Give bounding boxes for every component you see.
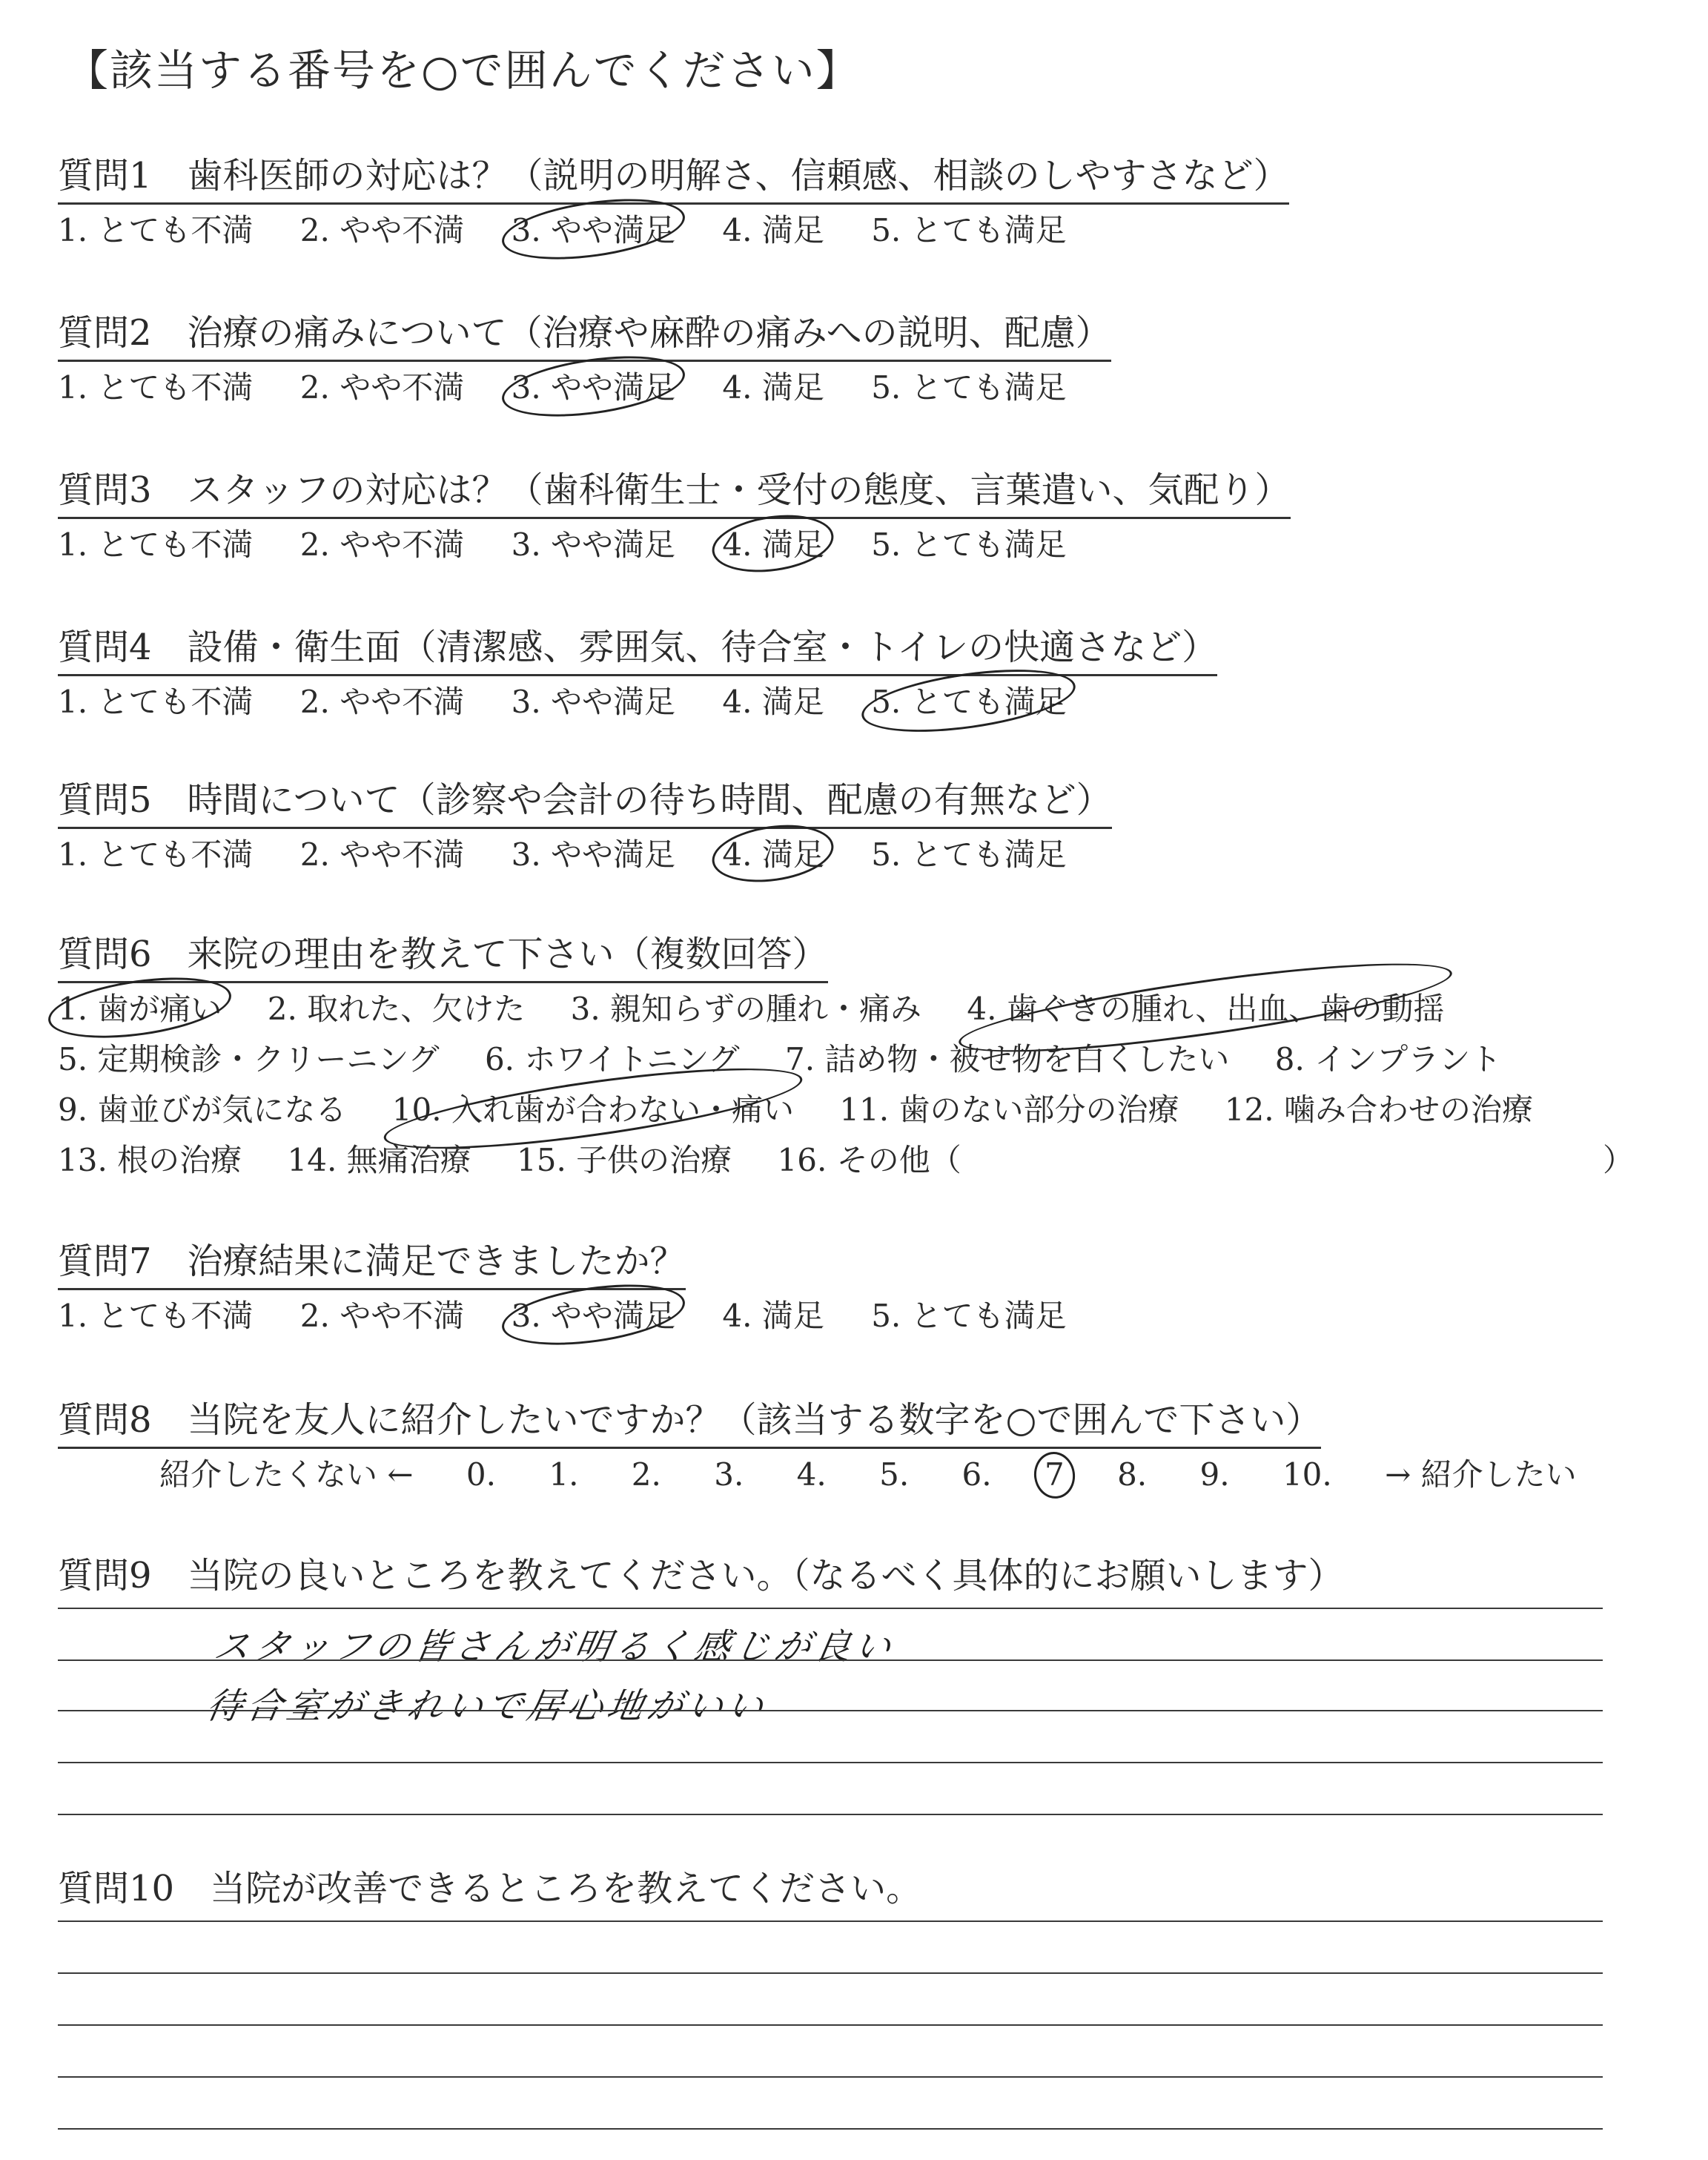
q6-reason-6[interactable]: 6. ホワイトニング <box>484 1041 740 1077</box>
q5-options <box>58 830 1067 875</box>
q6-reason-3[interactable]: 3. 親知らずの腫れ・痛み <box>570 991 922 1027</box>
q7-option-5[interactable]: 5. とても満足 <box>871 1298 1067 1334</box>
q1-options <box>58 206 1067 251</box>
q8-scale-9[interactable]: 9. <box>1199 1456 1230 1493</box>
q6-reason-9[interactable]: 9. 歯並びが気になる <box>58 1091 347 1128</box>
q8-heading: 質問8 当院を友人に紹介したいですか？（該当する数字を○で囲んで下さい） <box>58 1391 1321 1449</box>
q4-option-5-selected[interactable]: 5. とても満足 <box>871 678 1066 722</box>
q3-option-5[interactable]: 5. とても満足 <box>871 526 1067 563</box>
q8-scale-7-selected[interactable]: 7 <box>1044 1456 1065 1493</box>
q2-options <box>58 363 1067 408</box>
q6-row-1 <box>58 985 1444 1029</box>
q4-option-4[interactable]: 4. 満足 <box>722 684 824 720</box>
q2-option-3-selected[interactable]: 3. やや満足 <box>512 363 675 408</box>
q7-option-3-selected[interactable]: 3. やや満足 <box>512 1292 675 1336</box>
q6-reason-5[interactable]: 5. 定期検診・クリーニング <box>58 1041 440 1077</box>
q9-handwritten-answer-line-1: スタッフの皆さんが明るく感じが良い <box>211 1626 899 1668</box>
q6-reason-16[interactable]: 16. その他（ <box>777 1142 961 1178</box>
q6-heading: 質問6 来院の理由を教えて下さい（複数回答） <box>58 925 828 983</box>
q3-option-2[interactable]: 2. やや不満 <box>299 526 465 563</box>
q8-right-label: → 紹介したい <box>1385 1456 1577 1493</box>
q4-option-3[interactable]: 3. やや満足 <box>511 684 676 720</box>
q7-option-1[interactable]: 1. とても不満 <box>58 1298 254 1334</box>
q8-left-label: 紹介したくない ← <box>159 1456 414 1493</box>
q8-scale-10[interactable]: 10. <box>1282 1456 1332 1493</box>
q5-heading: 質問5 時間について（診察や会計の待ち時間、配慮の有無など） <box>58 771 1112 829</box>
q4-option-2[interactable]: 2. やや不満 <box>299 684 465 720</box>
q6-reason-8[interactable]: 8. インプラント <box>1274 1041 1502 1077</box>
q6-reason-10-selected[interactable]: 10. 入れ歯が合わない・痛い <box>392 1086 794 1130</box>
q9-answer-rule <box>58 1814 1603 1815</box>
q6-reason-14[interactable]: 14. 無痛治療 <box>287 1142 471 1178</box>
q1-option-2[interactable]: 2. やや不満 <box>299 212 465 248</box>
q10-answer-rule <box>58 2128 1603 2130</box>
q2-option-5[interactable]: 5. とても満足 <box>871 369 1067 406</box>
q6-row-3 <box>58 1086 1533 1130</box>
q8-scale-0[interactable]: 0. <box>466 1456 496 1493</box>
q5-option-3[interactable]: 3. やや満足 <box>511 836 676 873</box>
q9-answer-rule <box>58 1710 1603 1711</box>
q9-answer-rule <box>58 1762 1603 1763</box>
q7-heading: 質問7 治療結果に満足できましたか？ <box>58 1232 686 1290</box>
q9-answer-rule <box>58 1659 1603 1661</box>
q6-reason-1-selected[interactable]: 1. 歯が痛い <box>58 985 222 1029</box>
q1-option-4[interactable]: 4. 満足 <box>722 212 824 248</box>
q8-scale-row <box>159 1450 1577 1495</box>
q10-heading: 質問10 当院が改善できるところを教えてください。 <box>58 1868 922 1909</box>
q6-reason-11[interactable]: 11. 歯のない部分の治療 <box>839 1091 1179 1128</box>
q5-option-4-selected[interactable]: 4. 満足 <box>722 830 824 875</box>
q9-handwritten-answer-line-2: 待合室がきれいで居心地がいい <box>203 1685 772 1727</box>
q10-answer-rule <box>58 2076 1603 2078</box>
q5-option-1[interactable]: 1. とても不満 <box>58 836 254 873</box>
q6-row-4 <box>58 1136 961 1180</box>
q3-option-3[interactable]: 3. やや満足 <box>511 526 676 563</box>
q6-reason-12[interactable]: 12. 噛み合わせの治療 <box>1224 1091 1533 1128</box>
q6-reason-2[interactable]: 2. 取れた、欠けた <box>267 991 526 1027</box>
q9-heading: 質問9 当院の良いところを教えてください。（なるべく具体的にお願いします） <box>58 1555 1344 1596</box>
q6-other-close-paren: ） <box>1603 1142 1635 1178</box>
q4-option-1[interactable]: 1. とても不満 <box>58 684 254 720</box>
q2-option-2[interactable]: 2. やや不満 <box>299 369 465 406</box>
q4-options <box>58 678 1067 722</box>
q2-option-4[interactable]: 4. 満足 <box>722 369 824 406</box>
q3-options <box>58 521 1067 565</box>
q6-reason-15[interactable]: 15. 子供の治療 <box>517 1142 732 1178</box>
q8-scale-4[interactable]: 4. <box>796 1456 827 1493</box>
q4-heading: 質問4 設備・衛生面（清潔感、雰囲気、待合室・トイレの快適さなど） <box>58 618 1217 676</box>
q1-option-3-selected[interactable]: 3. やや満足 <box>512 206 675 251</box>
q3-option-1[interactable]: 1. とても不満 <box>58 526 254 563</box>
q10-answer-rule <box>58 1920 1603 1922</box>
q1-heading: 質問1 歯科医師の対応は？（説明の明解さ、信頼感、相談のしやすさなど） <box>58 147 1289 205</box>
page-title: 【該当する番号を○で囲んでください】 <box>65 45 861 96</box>
q3-option-4-selected[interactable]: 4. 満足 <box>722 521 824 565</box>
q7-options <box>58 1292 1067 1336</box>
q10-answer-rule <box>58 1972 1603 1974</box>
q10-answer-rule <box>58 2024 1603 2026</box>
q9-answer-rule <box>58 1608 1603 1609</box>
q5-option-2[interactable]: 2. やや不満 <box>299 836 465 873</box>
q1-option-1[interactable]: 1. とても不満 <box>58 212 254 248</box>
q1-option-5[interactable]: 5. とても満足 <box>871 212 1067 248</box>
q5-option-5[interactable]: 5. とても満足 <box>871 836 1067 873</box>
q8-scale-1[interactable]: 1. <box>549 1456 579 1493</box>
q8-scale-5[interactable]: 5. <box>879 1456 910 1493</box>
q7-option-4[interactable]: 4. 満足 <box>722 1298 824 1334</box>
q2-heading: 質問2 治療の痛みについて（治療や麻酔の痛みへの説明、配慮） <box>58 304 1111 362</box>
q6-reason-7[interactable]: 7. 詰め物・被せ物を白くしたい <box>784 1041 1230 1077</box>
q6-reason-13[interactable]: 13. 根の治療 <box>58 1142 242 1178</box>
q8-scale-2[interactable]: 2. <box>631 1456 661 1493</box>
q6-reason-4-selected[interactable]: 4. 歯ぐきの腫れ、出血、歯の動揺 <box>967 985 1444 1029</box>
q2-option-1[interactable]: 1. とても不満 <box>58 369 254 406</box>
q7-option-2[interactable]: 2. やや不満 <box>299 1298 465 1334</box>
q8-scale-3[interactable]: 3. <box>714 1456 744 1493</box>
q8-scale-6[interactable]: 6. <box>961 1456 992 1493</box>
q8-scale-8[interactable]: 8. <box>1117 1456 1148 1493</box>
q3-heading: 質問3 スタッフの対応は？（歯科衛生士・受付の態度、言葉遣い、気配り） <box>58 461 1291 519</box>
